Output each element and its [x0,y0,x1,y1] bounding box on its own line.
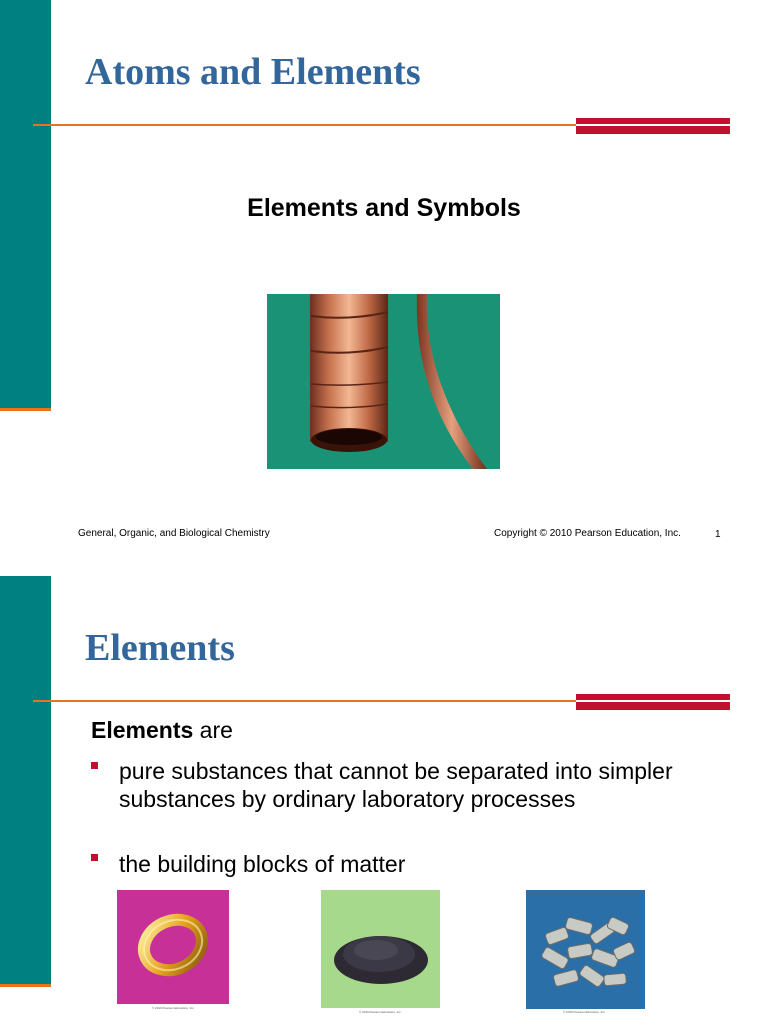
copper-photo [267,294,500,469]
teal-bar-accent [0,984,51,987]
intro-bold: Elements [91,717,194,743]
slide-title: Atoms and Elements [85,51,421,93]
title-rule-accent [576,694,730,710]
footer-copyright: Copyright © 2010 Pearson Education, Inc. [494,528,681,539]
page-number: 1 [715,529,721,540]
gold-ring-photo [117,890,229,1004]
teal-bar-accent [0,408,51,411]
metal-pieces-photo [526,890,645,1009]
image-credit: © 2010 Pearson Education, Inc. [359,1010,402,1014]
carbon-powder-photo [321,890,440,1008]
gold-ring-image [117,890,229,1004]
bullet-marker [91,854,101,864]
title-rule-accent [576,118,730,134]
slide-2 [0,576,768,1024]
carbon-powder-image [321,890,440,1008]
slide-subtitle: Elements and Symbols [247,194,521,222]
teal-side-bar [0,576,51,984]
title-rule [33,700,578,702]
bullet-item-1: pure substances that cannot be separated into simpler substances by ordinary laboratory processes [119,758,673,812]
title-rule-accent-line [576,124,730,126]
copper-tube-and-wire-image [267,294,500,469]
intro-text [91,717,233,744]
title-rule-accent-line [576,700,730,702]
image-credit: © 2010 Pearson Education, Inc. [563,1010,606,1014]
bullet-item-2: the building blocks of matter [119,851,406,877]
metal-pieces-image [526,890,645,1009]
footer-course: General, Organic, and Biological Chemistry [78,528,270,539]
bullet-marker [91,762,101,772]
image-credit: © 2010 Pearson Education, Inc. [152,1006,195,1010]
title-rule [33,124,578,126]
intro-rest: are [193,717,233,743]
slide-title: Elements [85,627,235,669]
slide-gap [0,560,768,576]
